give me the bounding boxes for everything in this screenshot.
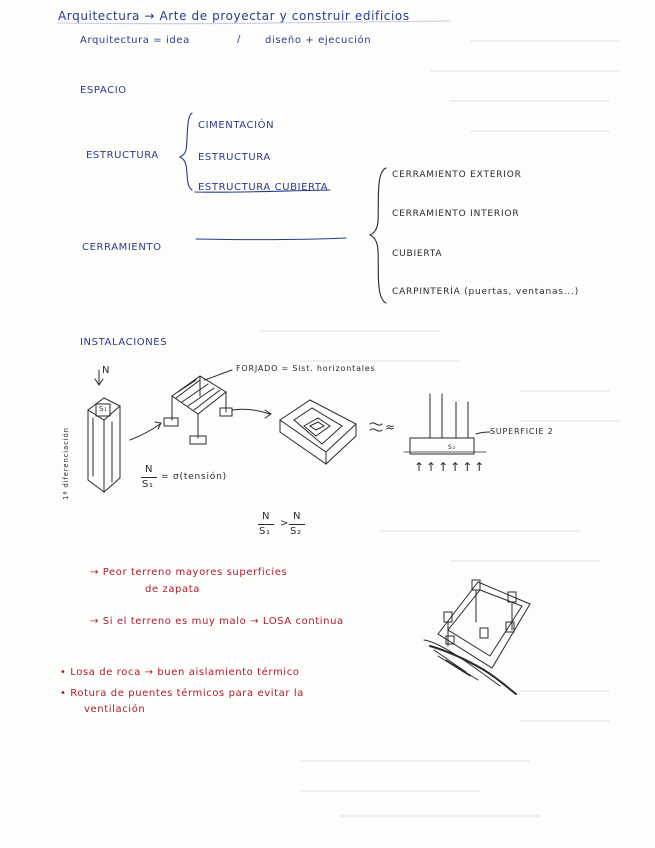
formula2-denominator-2: S₂ [290, 526, 302, 537]
red-note-roca: • Losa de roca → buen aislamiento térmico [60, 667, 300, 678]
estructura-item-cubierta: ESTRUCTURA CUBIERTA [198, 182, 329, 193]
header-idea: Arquitectura = idea [80, 35, 190, 46]
red-note-puentes: • Rotura de puentes térmicos para evitar la [60, 688, 305, 699]
formula2-numerator-1: N [262, 511, 271, 522]
header-design: diseño + ejecución [265, 35, 372, 46]
header-definition: Arquitectura → Arte de proyectar y construir edificios [58, 9, 410, 23]
forjado-sketch [164, 370, 271, 444]
label-estructura: ESTRUCTURA [86, 150, 159, 161]
side-note: 1ª diferenciación [62, 427, 70, 500]
pressure-arrows: ↑↑↑↑↑↑ [414, 460, 487, 474]
estructura-item-cimentacion: CIMENTACIÓN [198, 120, 275, 131]
red-note-ventilacion: ventilación [84, 704, 146, 715]
red-note-terrain: → Peor terreno mayores superficies [90, 567, 288, 578]
formula2-denominator-1: S₁ [259, 526, 271, 537]
cerramiento-item-cubierta: CUBIERTA [392, 249, 443, 259]
formula2-operator: > [280, 518, 289, 529]
cerramiento-brace [370, 168, 386, 303]
approx-symbol: ≈ [385, 420, 396, 434]
formula1-fraction-bar [141, 477, 157, 478]
formula2-fraction-bar-1 [258, 524, 274, 525]
label-cerramiento: CERRAMIENTO [82, 242, 162, 253]
formula1-rhs: = σ(tensión) [161, 472, 227, 482]
cerramiento-item-carpinteria: CARPINTERÍA (puertas, ventanas...) [392, 287, 580, 297]
superficie-label: SUPERFICIE 2 [490, 427, 554, 436]
formula2-numerator-2: N [293, 511, 302, 522]
formula1-denominator: S₁ [142, 479, 154, 490]
footing-sketch [280, 400, 356, 464]
load-n-label: N [102, 365, 111, 376]
section-s2-label: S₂ [448, 444, 456, 451]
column-s1-label: S₁ [99, 405, 108, 413]
formula1-numerator: N [145, 464, 154, 475]
header-separator: / [237, 34, 241, 45]
red-note-zapata: de zapata [145, 584, 200, 595]
estructura-item-estructura: ESTRUCTURA [198, 152, 271, 163]
heading-instalaciones: INSTALACIONES [80, 337, 168, 348]
formula2-fraction-bar-2 [289, 524, 305, 525]
forjado-label: FORJADO = Sist. horizontales [236, 364, 376, 373]
cerramiento-item-exterior: CERRAMIENTO EXTERIOR [392, 170, 522, 180]
red-note-losa: → Si el terreno es muy malo → LOSA continua [90, 616, 344, 627]
cerramiento-item-interior: CERRAMIENTO INTERIOR [392, 209, 520, 219]
estructura-brace [180, 113, 192, 190]
heading-espacio: ESPACIO [80, 85, 127, 96]
slab-sketch [424, 580, 530, 694]
